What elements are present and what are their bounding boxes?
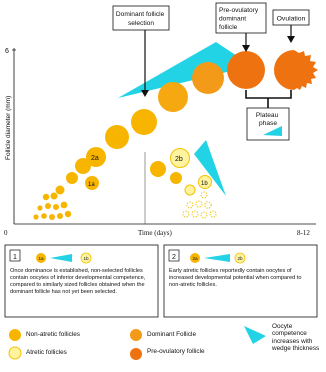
follicle [41, 213, 47, 219]
dominant-follicle [192, 62, 224, 94]
note-1-text: Once dominance is established, non-selected follicles contain oocytes of inferior developmental competence, compared to similarly sized follicles obtained when the dominant follicle has not yet been selected. [10, 268, 146, 295]
note-1-icon-1b-label: 1b [83, 256, 89, 261]
atretic-small-cluster [183, 192, 216, 218]
legend-dominant-label: Dominant Follicle [147, 331, 197, 338]
x-axis-end-label: 8-12 [297, 229, 310, 237]
follicle [37, 205, 42, 210]
plateau-label: Plateau phase [255, 112, 279, 127]
x-axis-label: Time (days) [138, 229, 172, 237]
y-axis-label: Follicle diameter (mm) [5, 95, 12, 160]
legend-swatch-wedge [244, 326, 266, 344]
small-follicle-cluster [33, 193, 71, 221]
follicle [105, 125, 129, 149]
follicle [45, 203, 51, 209]
legend-swatch-dominant [130, 329, 142, 341]
ovulation-label: Ovulation [276, 15, 306, 23]
legend-swatch-atretic [9, 347, 21, 359]
follicle [49, 214, 55, 220]
y-tick-label: 6 [5, 48, 9, 55]
legend-swatch-non-atretic [9, 329, 21, 341]
legend-swatch-preovulatory [130, 348, 142, 360]
follicle [131, 109, 157, 135]
dominant-selection-arrowhead [141, 90, 149, 97]
follicle [51, 193, 58, 200]
note-1-icon-1a-label: 1a [38, 256, 44, 261]
follicle-labels [88, 155, 208, 188]
preovulatory-arrowhead [242, 45, 250, 52]
label-2a: 2a [91, 155, 99, 162]
ovulating-follicle [274, 50, 318, 90]
follicle [185, 185, 195, 195]
competence-wedge-atretic [194, 140, 226, 196]
follicle [65, 211, 71, 217]
atretic-follicle [196, 201, 202, 207]
atretic-follicle [201, 192, 207, 198]
label-1a: 1a [88, 182, 95, 188]
preovulatory-follicle [227, 51, 265, 89]
note-2-text: Early atretic follicles reportedly contain oocytes of increased developmental potential when compared to non-atretic follicles. [169, 268, 302, 288]
follicle [61, 202, 68, 209]
note-2-icon-2a-label: 2a [192, 256, 198, 261]
legend-atretic-label: Atretic follicles [26, 349, 67, 356]
note-1-number: 1 [13, 254, 17, 261]
follicle [57, 213, 63, 219]
follicle [43, 194, 49, 200]
x-axis-start-label: 0 [4, 229, 8, 237]
atretic-follicle [205, 202, 211, 208]
atretic-follicle [192, 211, 198, 217]
atretic-follicle [187, 202, 193, 208]
ovulation-arrowhead [287, 36, 295, 43]
follicle [33, 214, 38, 219]
label-2b: 2b [175, 156, 183, 163]
follicle [56, 186, 65, 195]
follicle [150, 161, 166, 177]
atretic-follicle [201, 212, 207, 218]
preovulatory-label: Pre-ovulatory dominant follicle [219, 7, 259, 31]
note-2-icon-2b-label: 2b [237, 256, 243, 261]
legend-non-atretic-label: Non-atretic follicles [26, 331, 80, 338]
follicle [53, 204, 59, 210]
follicle [66, 172, 78, 184]
note-2-number: 2 [172, 254, 176, 261]
atretic-follicle [210, 211, 216, 217]
legend-competence-label: Oocyte competence increases with wedge thickness [272, 323, 320, 353]
plateau-bracket [246, 90, 291, 108]
dominant-selection-label: Dominant follicle selection [115, 11, 165, 27]
label-1b: 1b [201, 181, 208, 187]
follicle [170, 172, 182, 184]
legend-preovulatory-label: Pre-ovulatory follicle [147, 348, 205, 355]
follicle [158, 82, 188, 112]
atretic-follicle [183, 211, 189, 217]
